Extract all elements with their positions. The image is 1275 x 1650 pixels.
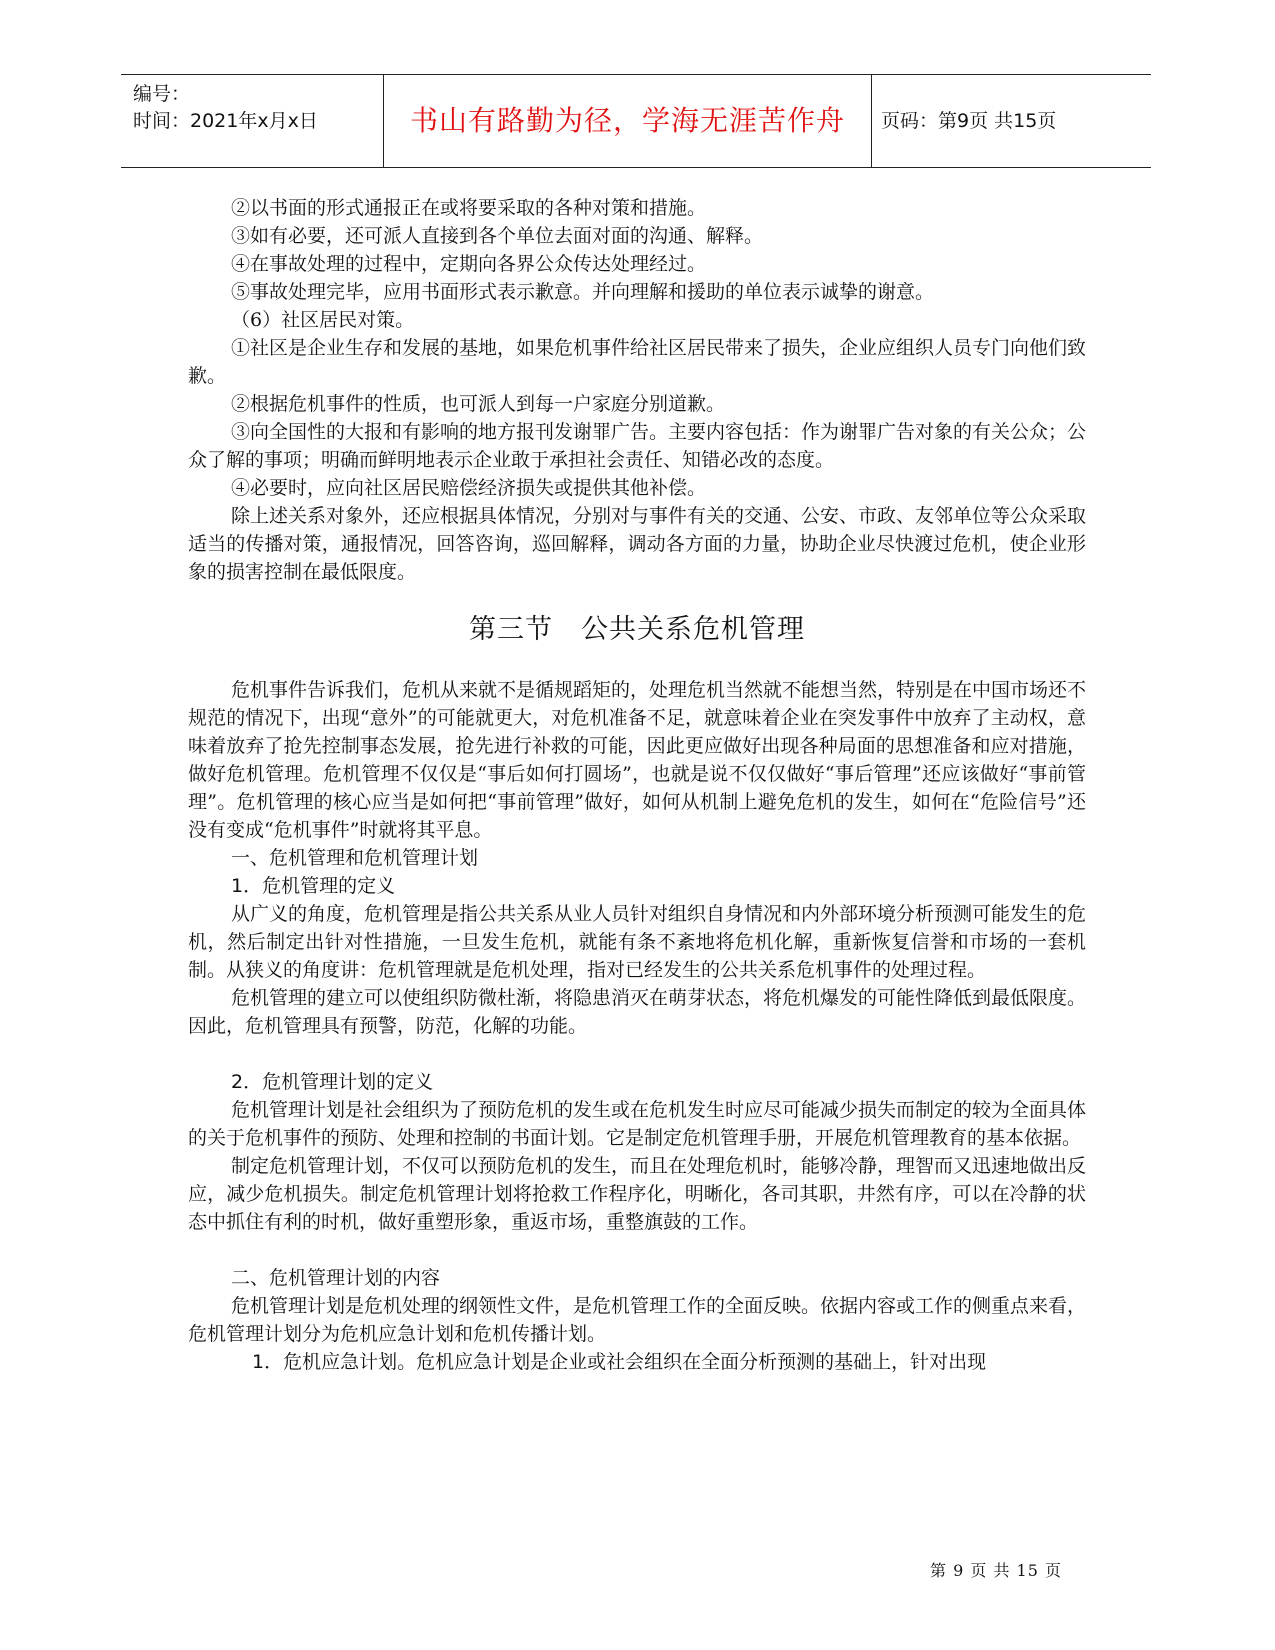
paragraph-text: 危机应急计划是企业或社会组织在全面分析预测的基础上，针对出现 xyxy=(416,1351,987,1373)
header-page-number: 页码：第9页 共15页 xyxy=(881,110,1057,132)
header-motto: 书山有路勤为径，学海无涯苦作舟 xyxy=(409,104,845,137)
document-header xyxy=(121,74,1151,168)
serial-number-label: 编号： xyxy=(133,83,191,105)
paragraph xyxy=(188,1348,1086,1376)
header-meta xyxy=(133,81,383,135)
heading-level-2: 1．危机管理的定义 xyxy=(231,875,396,897)
paragraph: 除上述关系对象外，还应根据具体情况，分别对与事件有关的交通、公安、市政、友邻单位等公众采取适当的传播对策，通报情况，回答咨询，巡回解释，调动各方面的力量，协助企业尽快渡过危机，使企业形象的损害控制在最低限度。 xyxy=(188,505,1087,583)
section-title: 第三节 公共关系危机管理 xyxy=(469,614,805,645)
spacer xyxy=(188,1236,1086,1264)
heading-level-1: 二、危机管理计划的内容 xyxy=(231,1267,441,1289)
page-footer: 第 9 页 共 15 页 xyxy=(930,1561,1062,1580)
time-label: 时间：2021年x月x日 xyxy=(133,110,318,132)
paragraph: 危机管理计划是危机处理的纲领性文件，是危机管理工作的全面反映。依据内容或工作的侧重点来看，危机管理计划分为危机应急计划和危机传播计划。 xyxy=(188,1295,1087,1345)
paragraph: 从广义的角度，危机管理是指公共关系从业人员针对组织自身情况和内外部环境分析预测可能发生的危机，然后制定出针对性措施，一旦发生危机，就能有条不紊地将危机化解，重新恢复信誉和市场的一套机制。从狭义的角度讲：危机管理就是危机处理，指对已经发生的公共关系危机事件的处理过程。 xyxy=(188,903,1087,981)
paragraph: ④必要时，应向社区居民赔偿经济损失或提供其他补偿。 xyxy=(231,477,707,499)
heading-level-1: 一、危机管理和危机管理计划 xyxy=(231,847,479,869)
paragraph: 制定危机管理计划，不仅可以预防危机的发生，而且在处理危机时，能够冷静，理智而又迅速地做出反应，减少危机损失。制定危机管理计划将抢救工作程序化，明晰化，各司其职，井然有序，可以在冷静的状态中抓住有利的时机，做好重塑形象，重返市场，重整旗鼓的工作。 xyxy=(188,1155,1087,1233)
paragraph: ③向全国性的大报和有影响的地方报刊发谢罪广告。主要内容包括：作为谢罪广告对象的有关公众；公众了解的事项；明确而鲜明地表示企业敢于承担社会责任、知错必改的态度。 xyxy=(188,421,1087,471)
page-body xyxy=(188,194,1086,1376)
paragraph: 危机管理的建立可以使组织防微杜渐，将隐患消灭在萌芽状态，将危机爆发的可能性降低到最低限度。因此，危机管理具有预警，防范，化解的功能。 xyxy=(188,987,1087,1037)
paragraph: 危机事件告诉我们，危机从来就不是循规蹈矩的，处理危机当然就不能想当然，特别是在中国市场还不规范的情况下，出现“意外”的可能就更大，对危机准备不足，就意味着企业在突发事件中放弃了主动权，意味着放弃了抢先控制事态发展，抢先进行补救的可能，因此更应做好出现各种局面的思想准备和应对措施，做好危机管理。危机管理不仅仅是“事后如何打圆场”，也就是说不仅仅做好“事后管理”还应该做好“事前管理”。危机管理的核心应当是如何把“事前管理”做好，如何从机制上避免危机的发生，如何在“危险信号”还没有变成“危机事件”时就将其平息。 xyxy=(188,679,1087,841)
paragraph: ②以书面的形式通报正在或将要采取的各种对策和措施。 xyxy=(231,197,707,219)
paragraph: ⑤事故处理完毕，应用书面形式表示歉意。并向理解和援助的单位表示诚挚的谢意。 xyxy=(231,281,935,303)
paragraph: ②根据危机事件的性质，也可派人到每一户家庭分别道歉。 xyxy=(231,393,726,415)
spacer xyxy=(188,1040,1086,1068)
paragraph: （6）社区居民对策。 xyxy=(231,309,415,331)
header-divider xyxy=(871,75,872,167)
paragraph: ③如有必要，还可派人直接到各个单位去面对面的沟通、解释。 xyxy=(231,225,764,247)
inline-heading: 1．危机应急计划。 xyxy=(252,1351,417,1373)
heading-level-2: 2．危机管理计划的定义 xyxy=(231,1071,434,1093)
paragraph: ①社区是企业生存和发展的基地，如果危机事件给社区居民带来了损失，企业应组织人员专门向他们致歉。 xyxy=(188,337,1087,387)
paragraph: ④在事故处理的过程中，定期向各界公众传达处理经过。 xyxy=(231,253,707,275)
paragraph: 危机管理计划是社会组织为了预防危机的发生或在危机发生时应尽可能减少损失而制定的较为全面具体的关于危机事件的预防、处理和控制的书面计划。它是制定危机管理手册，开展危机管理教育的基本依据。 xyxy=(188,1099,1087,1149)
